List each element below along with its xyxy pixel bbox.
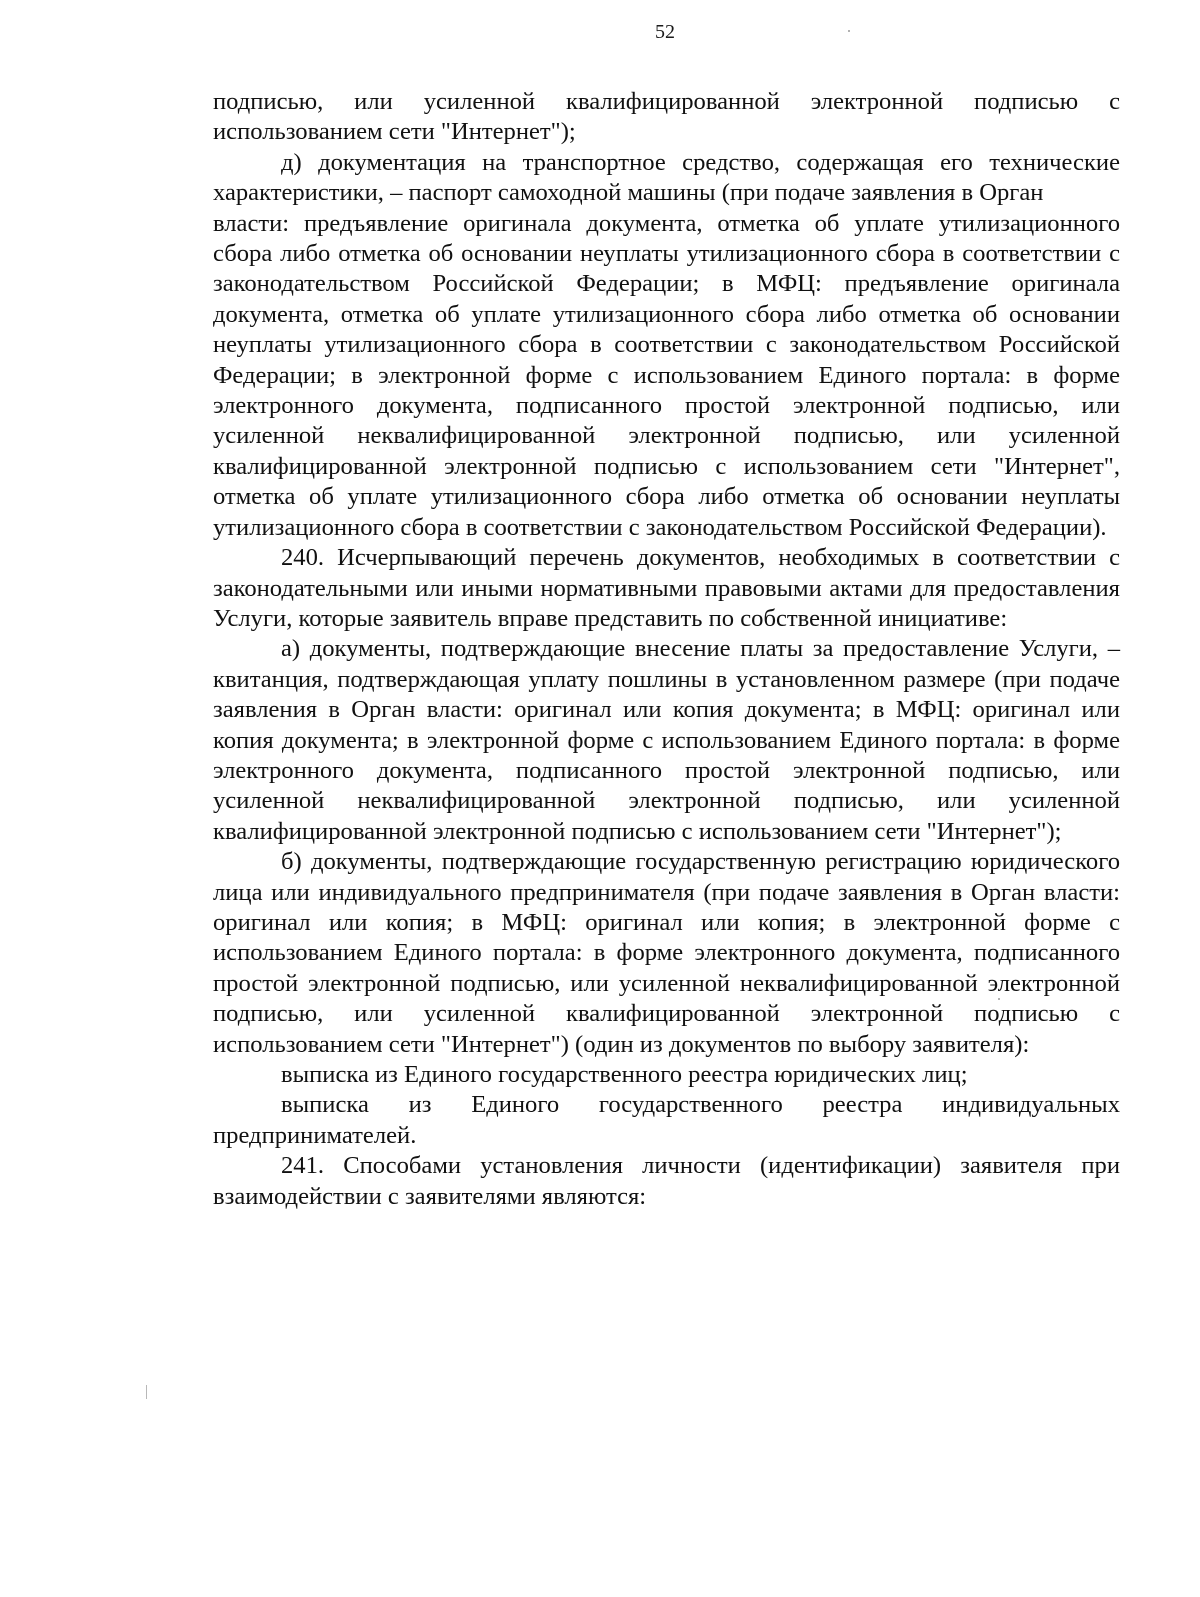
paragraph-continuation: подписью, или усиленной квалифицированной электронной подписью с использованием сети "Интернет"); bbox=[213, 88, 1120, 146]
scan-artifact-dot bbox=[848, 30, 850, 32]
paragraph-item-b: б) документы, подтверждающие государственную регистрацию юридического лица или индивидуального предпринимателя (при подаче заявления в Орган власти: оригинал или копия; в МФЦ: оригинал или копия; в электронной форме с использованием Единого портала: в форме электронного документа, подписанного простой электронной подписью, или усиленной неквалифицированной электронной подписью, или усиленной квалифицированной электронной подписью с использованием сети "Интернет") (один из документов по выбору заявителя): bbox=[213, 848, 1120, 1058]
scan-artifact-dot bbox=[998, 998, 1000, 1000]
paragraph-item-d-continuation: власти: предъявление оригинала документа, отметка об уплате утилизационного сбора либо отметка об основании неуплаты утилизационного сбора в соответствии с законодательством Российской Федерации; в МФЦ: предъявление оригинала документа, отметка об уплате утилизационного сбора либо отметка об основании неуплаты утилизационного сбора в соответствии с законодательством Российской Федерации; в электронной форме с использованием Единого портала: в форме электронного документа, подписанного простой электронной подписью, или усиленной неквалифицированной электронной подписью, или усиленной квалифицированной электронной подписью с использованием сети "Интернет", отметка об уплате утилизационного сбора либо отметка об основании неуплаты утилизационного сбора в соответствии с законодательством Российской Федерации). bbox=[213, 209, 1120, 541]
scan-artifact-mark bbox=[146, 1385, 147, 1399]
paragraph-241: 241. Способами установления личности (идентификации) заявителя при взаимодействии с заявителями являются: bbox=[213, 1152, 1120, 1210]
document-body bbox=[213, 87, 1120, 1212]
paragraph-egrip-extract: выписка из Единого государственного реестра индивидуальных предпринимателей. bbox=[213, 1091, 1120, 1149]
paragraph-item-a: а) документы, подтверждающие внесение платы за предоставление Услуги, – квитанция, подтверждающая уплату пошлины в установленном размере (при подаче заявления в Орган власти: оригинал или копия документа; в МФЦ: оригинал или копия документа; в электронной форме с использованием Единого портала: в форме электронного документа, подписанного простой электронной подписью, или усиленной неквалифицированной электронной подписью, или усиленной квалифицированной электронной подписью с использованием сети "Интернет"); bbox=[213, 635, 1120, 845]
paragraph-240: 240. Исчерпывающий перечень документов, необходимых в соответствии с законодательными или иными нормативными правовыми актами для предоставления Услуги, которые заявитель вправе представить по собственной инициативе: bbox=[213, 544, 1120, 632]
page-number: 52 bbox=[655, 21, 675, 43]
paragraph-egrul-extract: выписка из Единого государственного реестра юридических лиц; bbox=[281, 1061, 968, 1088]
paragraph-item-d: д) документация на транспортное средство, содержащая его технические характеристики, – паспорт самоходной машины (при подаче заявления в Орган bbox=[213, 148, 1120, 207]
